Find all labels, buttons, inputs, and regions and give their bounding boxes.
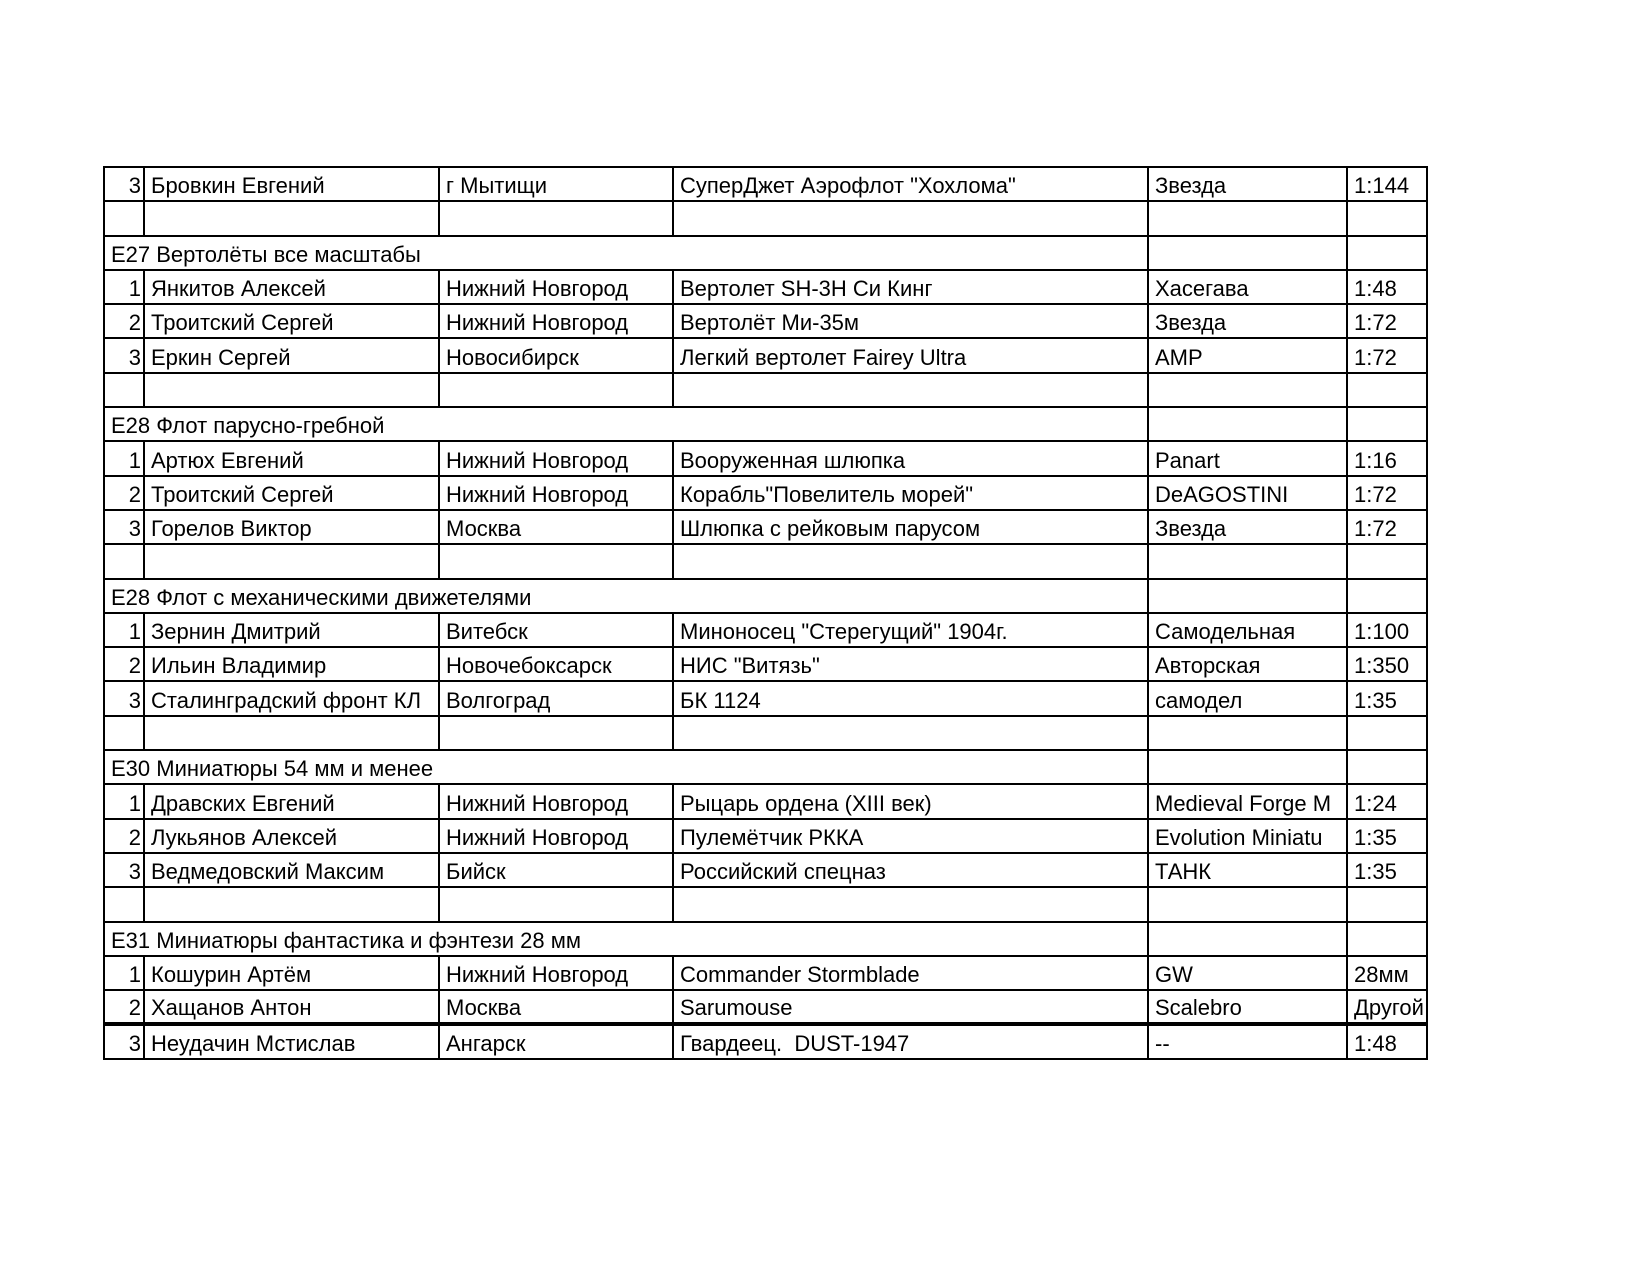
name-cell: Еркин Сергей (144, 338, 439, 372)
city-cell: Нижний Новгород (439, 270, 673, 304)
city-cell: Нижний Новгород (439, 819, 673, 853)
brand-cell: -- (1148, 1024, 1347, 1058)
brand-cell: Medieval Forge M (1148, 784, 1347, 818)
place-cell: 1 (104, 956, 144, 990)
result-row (104, 1024, 1427, 1058)
name-cell: Неудачин Мстислав (144, 1024, 439, 1058)
scale-cell (1347, 236, 1427, 270)
result-row (104, 476, 1427, 510)
city-cell (439, 373, 673, 407)
model-cell (673, 544, 1148, 578)
section-row (104, 922, 1427, 956)
place-cell: 3 (104, 681, 144, 715)
result-row (104, 681, 1427, 715)
brand-cell (1148, 922, 1347, 956)
brand-cell: GW (1148, 956, 1347, 990)
name-cell (144, 887, 439, 921)
name-cell: Ведмедовский Максим (144, 853, 439, 887)
city-cell: Нижний Новгород (439, 441, 673, 475)
brand-cell: AMP (1148, 338, 1347, 372)
name-cell: Янкитов Алексей (144, 270, 439, 304)
name-cell: Артюх Евгений (144, 441, 439, 475)
place-cell (104, 544, 144, 578)
name-cell: Сталинградский фронт КЛ (144, 681, 439, 715)
brand-cell (1148, 373, 1347, 407)
result-row (104, 304, 1427, 338)
city-cell: Москва (439, 990, 673, 1024)
model-cell: Вертолёт Ми-35м (673, 304, 1148, 338)
city-cell: Новосибирск (439, 338, 673, 372)
name-cell (144, 201, 439, 235)
place-cell: 1 (104, 270, 144, 304)
city-cell: Бийск (439, 853, 673, 887)
name-cell: Троитский Сергей (144, 304, 439, 338)
scale-cell (1347, 373, 1427, 407)
result-row (104, 956, 1427, 990)
place-cell (104, 716, 144, 750)
scale-cell: 1:24 (1347, 784, 1427, 818)
model-cell (673, 716, 1148, 750)
place-cell: 1 (104, 441, 144, 475)
place-cell: 2 (104, 304, 144, 338)
result-row (104, 819, 1427, 853)
model-cell (673, 373, 1148, 407)
scale-cell: 1:35 (1347, 819, 1427, 853)
name-cell: Лукьянов Алексей (144, 819, 439, 853)
scale-cell: 1:72 (1347, 510, 1427, 544)
city-cell (439, 716, 673, 750)
brand-cell: ТАНК (1148, 853, 1347, 887)
scale-cell: 1:48 (1347, 1024, 1427, 1058)
brand-cell (1148, 579, 1347, 613)
result-row (104, 990, 1427, 1024)
city-cell (439, 201, 673, 235)
place-cell: 3 (104, 1024, 144, 1058)
empty-row (104, 373, 1427, 407)
brand-cell: DeAGOSTINI (1148, 476, 1347, 510)
model-cell: Легкий вертолет Fairey Ultra (673, 338, 1148, 372)
section-title-cell: Е28 Флот парусно-гребной (104, 407, 1148, 441)
scale-cell: 1:72 (1347, 304, 1427, 338)
scale-cell (1347, 407, 1427, 441)
scale-cell: 1:48 (1347, 270, 1427, 304)
results-table-body (104, 167, 1427, 1059)
scale-cell: 1:72 (1347, 476, 1427, 510)
model-cell: Вооруженная шлюпка (673, 441, 1148, 475)
empty-row (104, 716, 1427, 750)
name-cell (144, 373, 439, 407)
city-cell: Ангарск (439, 1024, 673, 1058)
city-cell: Москва (439, 510, 673, 544)
brand-cell (1148, 750, 1347, 784)
place-cell (104, 887, 144, 921)
result-row (104, 613, 1427, 647)
model-cell: Пулемётчик РККА (673, 819, 1148, 853)
brand-cell: Самодельная (1148, 613, 1347, 647)
city-cell: г Мытищи (439, 167, 673, 201)
scale-cell (1347, 922, 1427, 956)
result-row (104, 647, 1427, 681)
section-row (104, 579, 1427, 613)
result-row (104, 784, 1427, 818)
scale-cell (1347, 716, 1427, 750)
brand-cell: Scalebro (1148, 990, 1347, 1024)
brand-cell: Evolution Miniatu (1148, 819, 1347, 853)
model-cell: Commander Stormblade (673, 956, 1148, 990)
brand-cell: Авторская (1148, 647, 1347, 681)
section-title-cell: Е31 Миниатюры фантастика и фэнтези 28 мм (104, 922, 1148, 956)
result-row (104, 853, 1427, 887)
model-cell: Российский спецназ (673, 853, 1148, 887)
model-cell: Гвардеец. DUST-1947 (673, 1024, 1148, 1058)
model-cell: Вертолет SH-3H Си Кинг (673, 270, 1148, 304)
brand-cell: Хасегава (1148, 270, 1347, 304)
scale-cell (1347, 201, 1427, 235)
result-row (104, 167, 1427, 201)
name-cell: Бровкин Евгений (144, 167, 439, 201)
brand-cell: Звезда (1148, 167, 1347, 201)
place-cell: 3 (104, 338, 144, 372)
model-cell (673, 201, 1148, 235)
place-cell: 3 (104, 853, 144, 887)
section-title-cell: Е28 Флот с механическими движетелями (104, 579, 1148, 613)
scale-cell: Другой (1347, 990, 1427, 1024)
brand-cell (1148, 716, 1347, 750)
place-cell: 2 (104, 647, 144, 681)
brand-cell: Звезда (1148, 510, 1347, 544)
model-cell: Миноносец "Стерегущий" 1904г. (673, 613, 1148, 647)
result-row (104, 270, 1427, 304)
place-cell: 3 (104, 510, 144, 544)
scale-cell (1347, 750, 1427, 784)
name-cell: Троитский Сергей (144, 476, 439, 510)
section-title-cell: Е30 Миниатюры 54 мм и менее (104, 750, 1148, 784)
brand-cell (1148, 887, 1347, 921)
brand-cell: самодел (1148, 681, 1347, 715)
name-cell: Хащанов Антон (144, 990, 439, 1024)
empty-row (104, 201, 1427, 235)
scale-cell: 1:16 (1347, 441, 1427, 475)
result-row (104, 338, 1427, 372)
empty-row (104, 887, 1427, 921)
name-cell: Дравских Евгений (144, 784, 439, 818)
empty-row (104, 544, 1427, 578)
model-cell: Корабль"Повелитель морей" (673, 476, 1148, 510)
model-cell: БК 1124 (673, 681, 1148, 715)
model-cell: СуперДжет Аэрофлот "Хохлома" (673, 167, 1148, 201)
place-cell (104, 201, 144, 235)
scale-cell: 1:35 (1347, 681, 1427, 715)
name-cell: Ильин Владимир (144, 647, 439, 681)
brand-cell (1148, 407, 1347, 441)
scale-cell (1347, 579, 1427, 613)
results-table (103, 166, 1428, 1060)
name-cell: Горелов Виктор (144, 510, 439, 544)
scale-cell: 1:100 (1347, 613, 1427, 647)
brand-cell: Panart (1148, 441, 1347, 475)
section-title-cell: Е27 Вертолёты все масштабы (104, 236, 1148, 270)
place-cell: 2 (104, 476, 144, 510)
scale-cell: 28мм (1347, 956, 1427, 990)
name-cell (144, 544, 439, 578)
city-cell: Витебск (439, 613, 673, 647)
model-cell: Шлюпка с рейковым парусом (673, 510, 1148, 544)
brand-cell (1148, 544, 1347, 578)
scale-cell: 1:72 (1347, 338, 1427, 372)
city-cell (439, 544, 673, 578)
brand-cell (1148, 236, 1347, 270)
result-row (104, 510, 1427, 544)
section-row (104, 407, 1427, 441)
city-cell: Волгоград (439, 681, 673, 715)
city-cell: Нижний Новгород (439, 304, 673, 338)
place-cell: 1 (104, 784, 144, 818)
scale-cell: 1:144 (1347, 167, 1427, 201)
city-cell (439, 887, 673, 921)
name-cell (144, 716, 439, 750)
name-cell: Кошурин Артём (144, 956, 439, 990)
place-cell: 3 (104, 167, 144, 201)
model-cell: Рыцарь ордена (XIII век) (673, 784, 1148, 818)
model-cell: НИС "Витязь" (673, 647, 1148, 681)
model-cell: Sarumouse (673, 990, 1148, 1024)
city-cell: Нижний Новгород (439, 784, 673, 818)
scale-cell (1347, 887, 1427, 921)
brand-cell (1148, 201, 1347, 235)
scale-cell (1347, 544, 1427, 578)
place-cell: 2 (104, 819, 144, 853)
brand-cell: Звезда (1148, 304, 1347, 338)
city-cell: Нижний Новгород (439, 476, 673, 510)
result-row (104, 441, 1427, 475)
place-cell: 2 (104, 990, 144, 1024)
place-cell: 1 (104, 613, 144, 647)
city-cell: Нижний Новгород (439, 956, 673, 990)
section-row (104, 236, 1427, 270)
scale-cell: 1:35 (1347, 853, 1427, 887)
section-row (104, 750, 1427, 784)
city-cell: Новочебоксарск (439, 647, 673, 681)
place-cell (104, 373, 144, 407)
model-cell (673, 887, 1148, 921)
name-cell: Зернин Дмитрий (144, 613, 439, 647)
scale-cell: 1:350 (1347, 647, 1427, 681)
